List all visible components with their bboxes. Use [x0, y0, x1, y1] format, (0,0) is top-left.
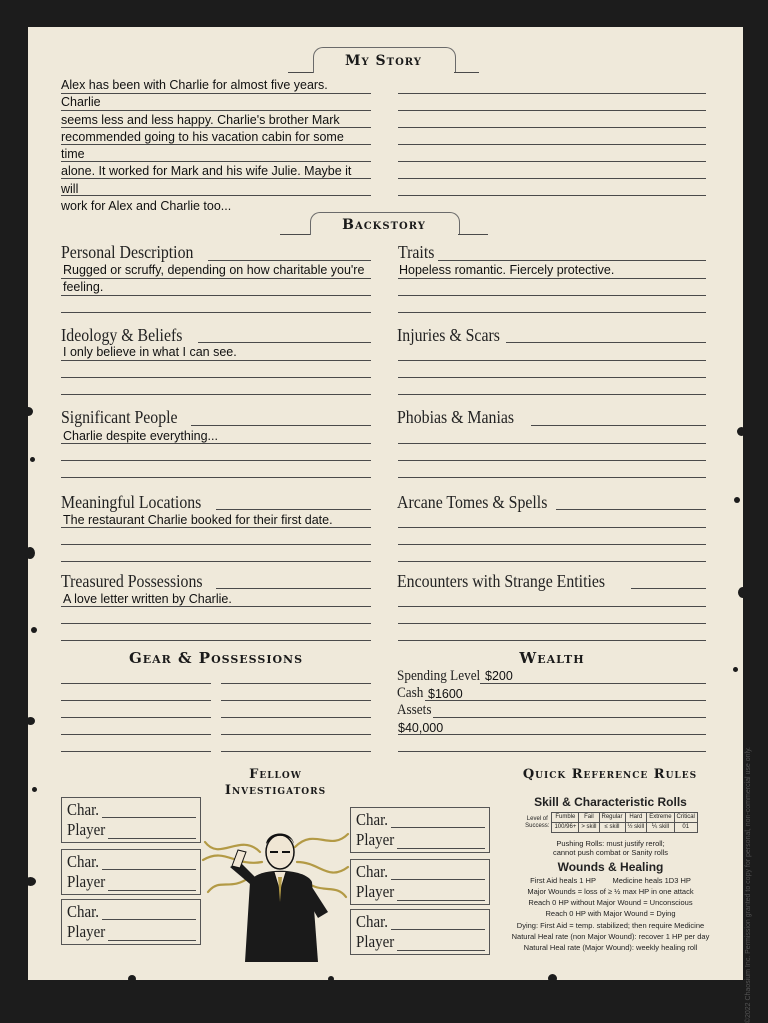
player-label: Player [356, 830, 395, 849]
wounds-rule: Natural Heal rate (non Major Wound): recover 1 HP per day [511, 932, 710, 941]
level-name: Critical [674, 813, 697, 823]
treasured-possessions-text: A love letter written by Charlie. [63, 592, 232, 606]
char-label: Char. [67, 902, 99, 921]
character-sheet-page [28, 27, 752, 1023]
level-name: Hard [625, 813, 647, 823]
backstory-title: Backstory [342, 217, 426, 233]
fellow-box [61, 849, 201, 895]
player-label: Player [67, 922, 106, 941]
personal-description-label: Personal Description [61, 242, 194, 262]
level-name: Fumble [552, 813, 579, 823]
player-label: Player [67, 820, 106, 839]
traits-text: Hopeless romantic. Fiercely protective. [399, 263, 615, 277]
story-line: Alex has been with Charlie for almost five years. Charlie [61, 78, 328, 110]
phobias-label: Phobias & Manias [397, 407, 515, 427]
level-threshold: 100/96+ [552, 823, 579, 833]
story-line: recommended going to his vacation cabin for some time [61, 129, 344, 162]
fellow-box [61, 797, 201, 843]
injuries-label: Injuries & Scars [397, 325, 500, 345]
personal-description-text: feeling. [63, 280, 104, 294]
char-label: Char. [356, 862, 388, 881]
significant-people-text: Charlie despite everything... [63, 429, 218, 443]
level-label-line: Level of [526, 815, 548, 822]
level-threshold: ≤ skill [599, 823, 625, 833]
meaningful-locations-label: Meaningful Locations [61, 492, 202, 512]
player-label: Player [356, 882, 395, 901]
story-line: seems less and less happy. Charlie's brother Mark [61, 112, 340, 127]
level-label [523, 813, 552, 833]
gear-title: Gear & Possessions [128, 649, 304, 667]
levels-table-wrap [498, 812, 723, 833]
arcane-tomes-label: Arcane Tomes & Spells [397, 492, 548, 512]
levels-table [523, 812, 698, 833]
my-story-title: My Story [345, 53, 422, 69]
level-name: Fail [579, 813, 599, 823]
wounds-heading: Wounds & Healing [557, 860, 664, 874]
fellow-title [193, 767, 358, 799]
assets-value: $40,000 [398, 721, 444, 735]
wealth-title: Wealth [519, 649, 585, 667]
fellow-title-line: Investigators [224, 783, 327, 798]
spending-level-value: $200 [485, 669, 513, 683]
char-label: Char. [67, 852, 99, 871]
wounds-rule: Reach 0 HP without Major Wound = Unconscious [528, 898, 693, 907]
char-label: Char. [356, 810, 388, 829]
rules-panel [498, 795, 723, 952]
spending-level-label: Spending Level [397, 668, 481, 684]
fellow-box [350, 807, 490, 853]
fellow-box [350, 909, 490, 955]
level-label-line: Success: [525, 822, 550, 829]
pushing-rule: Pushing Rolls: must justify reroll; [556, 839, 665, 848]
wounds-rule: Reach 0 HP with Major Wound = Dying [545, 909, 676, 918]
copyright-notice: ©2022 Chaosium Inc. Permission granted to copy for personal, non-commercial use only. [745, 747, 752, 1023]
assets-label: Assets [397, 702, 432, 718]
story-line: work for Alex and Charlie too... [61, 199, 232, 214]
fellow-box [61, 899, 201, 945]
char-label: Char. [67, 800, 99, 819]
player-label: Player [67, 872, 106, 891]
ideology-text: I only believe in what I can see. [63, 345, 237, 359]
level-threshold: > skill [579, 823, 599, 833]
level-threshold: ½ skill [625, 823, 647, 833]
cash-value: $1600 [428, 687, 463, 701]
wounds-rule: First Aid heals 1 HP Medicine heals 1D3 HP [530, 876, 691, 885]
significant-people-label: Significant People [61, 407, 178, 427]
player-label: Player [356, 932, 395, 951]
encounters-label: Encounters with Strange Entities [397, 571, 606, 591]
traits-label: Traits [398, 242, 435, 262]
wounds-rule: Dying: First Aid = temp. stabilized; then require Medicine [516, 921, 705, 930]
investigator-illustration [200, 822, 350, 967]
wounds-rule: Major Wounds = loss of ≥ ½ max HP in one attack [527, 887, 694, 896]
pushing-rule: cannot push combat or Sanity rolls [552, 848, 669, 857]
meaningful-locations-text: The restaurant Charlie booked for their first date. [63, 513, 333, 527]
cash-label: Cash [397, 685, 424, 701]
treasured-possessions-label: Treasured Possessions [61, 571, 203, 591]
fellow-title-line: Fellow [249, 767, 302, 782]
personal-description-text: Rugged or scruffy, depending on how charitable you're [63, 263, 365, 277]
level-name: Extreme [647, 813, 674, 823]
fellow-box [350, 859, 490, 905]
ideology-label: Ideology & Beliefs [61, 325, 183, 345]
skill-heading: Skill & Characteristic Rolls [534, 795, 687, 809]
char-label: Char. [356, 912, 388, 931]
level-name: Regular [599, 813, 625, 823]
rules-title: Quick Reference Rules [522, 767, 698, 782]
level-threshold: ⅕ skill [647, 823, 674, 833]
level-threshold: 01 [674, 823, 697, 833]
story-line: alone. It worked for Mark and his wife Julie. Maybe it will [61, 164, 352, 196]
wounds-rule: Natural Heal rate (Major Wound): weekly healing roll [523, 943, 698, 952]
